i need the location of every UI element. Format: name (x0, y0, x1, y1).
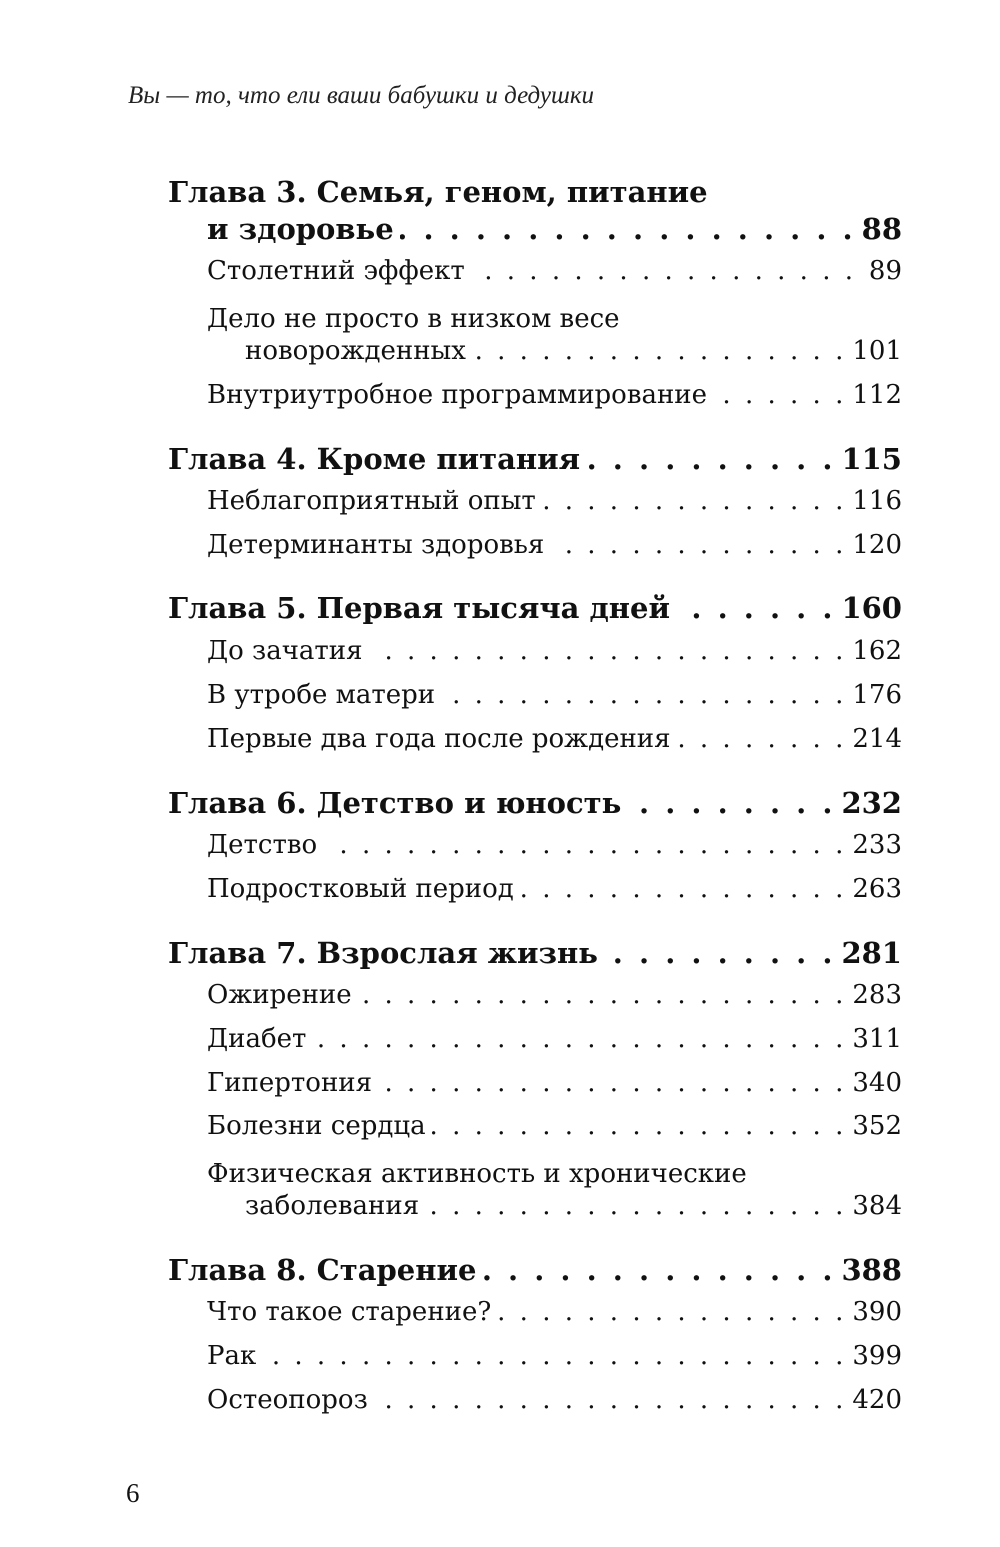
entry-title: Подростковый период (207, 874, 514, 904)
dot-leader (550, 530, 846, 560)
section-entry[interactable] (207, 1297, 902, 1337)
entry-page-number: 281 (841, 936, 902, 970)
dot-leader (312, 1024, 846, 1054)
section-entry[interactable] (207, 874, 902, 914)
dot-leader (520, 874, 847, 904)
chapter-entry[interactable] (168, 591, 902, 631)
running-header: Вы — то, что ели ваши бабушки и дедушки (128, 82, 595, 109)
entry-page-number: 283 (852, 980, 902, 1010)
entry-page-number: 115 (841, 442, 902, 476)
section-entry[interactable] (207, 256, 902, 296)
section-entry[interactable] (207, 830, 902, 870)
entry-page-number: 233 (852, 830, 902, 860)
entry-page-number: 384 (852, 1191, 902, 1221)
page-number: 6 (126, 1478, 140, 1508)
dot-leader (542, 486, 847, 516)
entry-page-number: 160 (841, 591, 902, 625)
chapter-entry[interactable] (168, 786, 902, 826)
entry-title: В утробе матери (207, 680, 436, 710)
dot-leader (471, 256, 856, 286)
dot-leader (378, 1068, 846, 1098)
entry-page-number: 116 (852, 486, 902, 516)
dot-leader (713, 380, 846, 410)
entry-page-number: 88 (861, 212, 902, 246)
section-entry[interactable] (207, 636, 902, 676)
section-entry[interactable] (207, 1341, 902, 1381)
entry-page-number: 120 (852, 530, 902, 560)
dot-leader (432, 1111, 847, 1141)
dot-leader (369, 636, 847, 666)
entry-title: Детерминанты здоровья (207, 530, 545, 560)
dot-leader (323, 830, 846, 860)
section-title-line: Дело не просто в низком весе (207, 304, 620, 334)
entry-page-number: 420 (852, 1385, 902, 1415)
entry-page-number: 390 (852, 1297, 902, 1327)
entry-title: заболевания (245, 1191, 420, 1221)
entry-page-number: 388 (841, 1253, 902, 1287)
dot-leader (604, 936, 836, 970)
entry-title: новорожденных (245, 336, 466, 366)
entry-title: Глава 5. Первая тысяча дней (168, 591, 670, 625)
section-title-line: Физическая активность и хронические (207, 1159, 747, 1189)
chapter-entry[interactable] (168, 1253, 902, 1293)
chapter-title-line: Глава 3. Семья, геном, питание (168, 175, 708, 209)
section-entry[interactable] (207, 1068, 902, 1108)
section-entry[interactable] (207, 724, 902, 764)
entry-title: Ожирение (207, 980, 352, 1010)
chapter-entry[interactable] (168, 936, 902, 976)
dot-leader (676, 591, 835, 625)
dot-leader (425, 1191, 846, 1221)
dot-leader (374, 1385, 847, 1415)
section-entry[interactable] (245, 1191, 902, 1231)
section-entry[interactable] (207, 380, 902, 420)
entry-title: Глава 7. Взрослая жизнь (168, 936, 598, 970)
section-entry[interactable] (207, 680, 902, 720)
entry-page-number: 399 (852, 1341, 902, 1371)
entry-title: Детство (207, 830, 318, 860)
dot-leader (262, 1341, 846, 1371)
section-entry[interactable] (207, 530, 902, 570)
dot-leader (586, 442, 835, 476)
section-entry[interactable] (207, 486, 902, 526)
entry-page-number: 340 (852, 1068, 902, 1098)
entry-title: Гипертония (207, 1068, 373, 1098)
entry-page-number: 112 (852, 380, 902, 410)
entry-title: Болезни сердца (207, 1111, 426, 1141)
dot-leader (358, 980, 847, 1010)
entry-title: Что такое старение? (207, 1297, 492, 1327)
entry-page-number: 101 (852, 336, 902, 366)
entry-title: Внутриутробное программирование (207, 380, 708, 410)
chapter-entry[interactable] (207, 212, 902, 252)
dot-leader (497, 1297, 846, 1327)
dot-leader (441, 680, 846, 710)
section-entry[interactable] (207, 980, 902, 1020)
dot-leader (627, 786, 835, 820)
entry-title: Первые два года после рождения (207, 724, 671, 754)
entry-title: Диабет (207, 1024, 307, 1054)
entry-title: Неблагоприятный опыт (207, 486, 536, 516)
entry-title: До зачатия (207, 636, 363, 666)
dot-leader (482, 1253, 835, 1287)
entry-page-number: 162 (852, 636, 902, 666)
entry-page-number: 263 (852, 874, 902, 904)
entry-title: Глава 6. Детство и юность (168, 786, 622, 820)
entry-title: Глава 8. Старение (168, 1253, 477, 1287)
entry-page-number: 352 (852, 1111, 902, 1141)
entry-title: Остеопороз (207, 1385, 368, 1415)
dot-leader (400, 212, 856, 246)
chapter-entry[interactable] (168, 442, 902, 482)
entry-page-number: 176 (852, 680, 902, 710)
entry-page-number: 214 (852, 724, 902, 754)
entry-page-number: 232 (841, 786, 902, 820)
section-entry[interactable] (207, 1385, 902, 1425)
dot-leader (677, 724, 847, 754)
entry-page-number: 311 (852, 1024, 902, 1054)
section-entry[interactable] (245, 336, 902, 376)
section-entry[interactable] (207, 1111, 902, 1151)
entry-title: и здоровье (207, 212, 394, 246)
entry-title: Глава 4. Кроме питания (168, 442, 581, 476)
dot-leader (472, 336, 846, 366)
section-entry[interactable] (207, 1024, 902, 1064)
entry-page-number: 89 (868, 256, 902, 286)
entry-title: Рак (207, 1341, 257, 1371)
entry-title: Столетний эффект (207, 256, 465, 286)
